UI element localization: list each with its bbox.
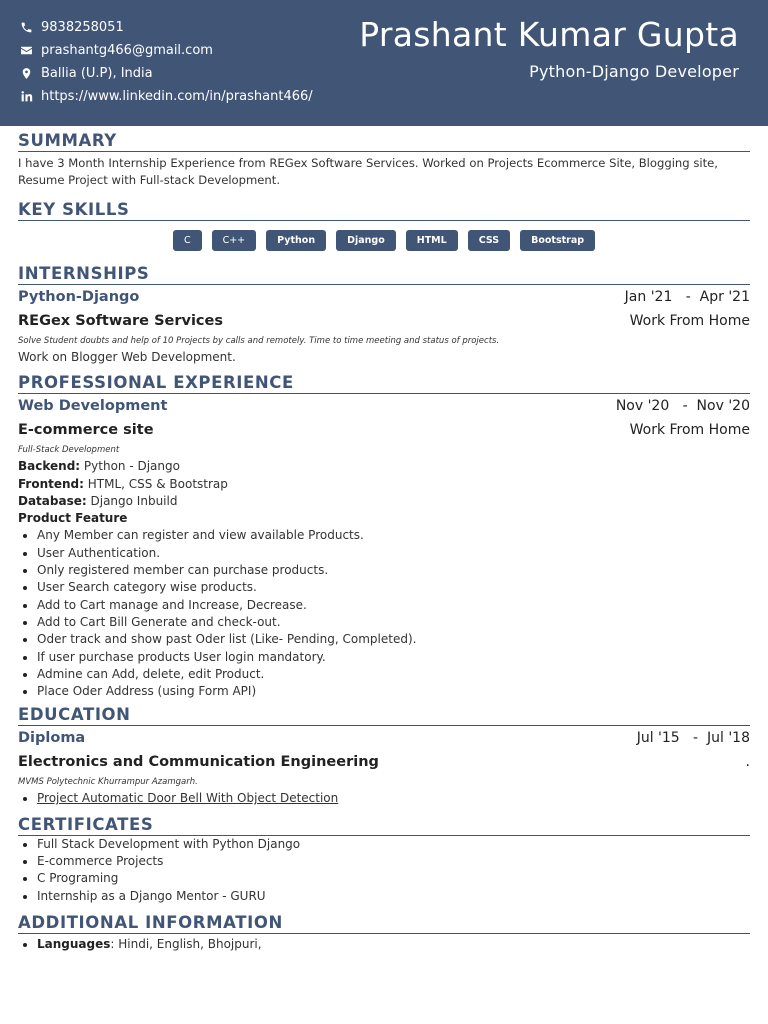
- feature-heading: [18, 510, 750, 527]
- list-item: Internship as a Django Mentor - GURU: [18, 888, 750, 905]
- backend-value: Python - Django: [83, 459, 180, 474]
- contact-email: [18, 39, 313, 62]
- feature-label: Product Feature: [18, 511, 128, 526]
- email-address: prashantg466@gmail.com: [41, 43, 213, 58]
- skill-badge: HTML: [406, 230, 458, 251]
- experience-database: [18, 493, 750, 510]
- contact-list: [18, 16, 313, 108]
- frontend-label: Frontend:: [18, 476, 84, 491]
- additional-list: [18, 936, 750, 953]
- contact-linkedin[interactable]: [18, 85, 313, 108]
- internship-location: Work From Home: [629, 313, 750, 329]
- internship-note: Solve Student doubts and help of 10 Projects by calls and remotely. Time to time meeting and status of projects.: [18, 336, 500, 346]
- education-header-row: [18, 726, 750, 750]
- experience-heading: PROFESSIONAL EXPERIENCE: [18, 372, 750, 394]
- phone-number: 9838258051: [41, 20, 124, 35]
- certificate-list: [18, 836, 750, 905]
- internships-heading: INTERNSHIPS: [18, 263, 750, 285]
- internship-detail: Work on Blogger Web Development.: [18, 350, 236, 364]
- education-field-row: [18, 750, 750, 774]
- experience-location: Work From Home: [629, 422, 750, 439]
- list-item: Only registered member can purchase products.: [18, 562, 750, 579]
- summary-heading: SUMMARY: [18, 130, 750, 152]
- internship-org-row: [18, 309, 750, 333]
- skill-badge: Bootstrap: [520, 230, 595, 251]
- internship-role: Python-Django: [18, 289, 140, 305]
- list-item: E-commerce Projects: [18, 853, 750, 870]
- skill-badge: Python: [266, 230, 326, 251]
- experience-org-row: [18, 418, 750, 442]
- experience-header-row: [18, 394, 750, 418]
- skill-badge: Django: [336, 230, 396, 251]
- list-item: Admine can Add, delete, edit Product.: [18, 666, 750, 683]
- location-icon: [18, 66, 34, 82]
- linkedin-icon: [18, 89, 34, 105]
- list-item: Add to Cart Bill Generate and check-out.: [18, 614, 750, 631]
- list-item: Oder track and show past Oder list (Like- Pending, Completed).: [18, 631, 750, 648]
- experience-date: Nov '20 - Nov '20: [615, 398, 750, 415]
- internship-header-row: [18, 285, 750, 309]
- list-item: Any Member can register and view available Products.: [18, 527, 750, 544]
- resume-body: [18, 130, 750, 953]
- experience-frontend: [18, 476, 750, 493]
- experience-note: Full-Stack Development: [18, 445, 120, 456]
- skill-badge: CSS: [468, 230, 510, 251]
- internship-date: Jan '21 - Apr '21: [624, 289, 750, 305]
- summary-text: I have 3 Month Internship Experience from REGex Software Services. Worked on Projects Ecommerce Site, Blogging site, Resume Project with Full-stack Development.: [18, 156, 718, 187]
- list-item: Full Stack Development with Python Django: [18, 836, 750, 853]
- education-dot: .: [745, 754, 750, 771]
- feature-list: [18, 527, 750, 700]
- skill-badge: C++: [212, 230, 257, 251]
- languages-value: : Hindi, English, Bhojpuri,: [110, 936, 262, 951]
- education-field: Electronics and Communication Engineering: [18, 754, 379, 771]
- internship-org: REGex Software Services: [18, 313, 223, 329]
- database-value: Django Inbuild: [90, 493, 178, 508]
- candidate-role: Python-Django Developer: [529, 62, 739, 81]
- contact-phone: [18, 16, 313, 39]
- skills-heading: KEY SKILLS: [18, 199, 750, 221]
- additional-heading: ADDITIONAL INFORMATION: [18, 912, 750, 934]
- list-item: Place Oder Address (using Form API): [18, 683, 750, 700]
- experience-org: E-commerce site: [18, 422, 154, 439]
- list-item: User Search category wise products.: [18, 579, 750, 596]
- skill-badge: C: [173, 230, 202, 251]
- database-label: Database:: [18, 493, 87, 508]
- skills-list: [18, 230, 750, 251]
- list-item: User Authentication.: [18, 545, 750, 562]
- resume-header: [0, 0, 768, 126]
- experience-role: Web Development: [18, 398, 168, 415]
- contact-location: [18, 62, 313, 85]
- backend-label: Backend:: [18, 459, 81, 474]
- languages-label: Languages: [37, 936, 111, 951]
- education-degree: Diploma: [18, 730, 86, 747]
- candidate-name: Prashant Kumar Gupta: [359, 15, 739, 54]
- location-text: Ballia (U.P), India: [41, 66, 153, 81]
- education-project: Project Automatic Door Bell With Object Detection: [18, 790, 750, 807]
- linkedin-link[interactable]: https://www.linkedin.com/in/prashant466/: [41, 89, 313, 104]
- education-date: Jul '15 - Jul '18: [636, 730, 750, 747]
- list-item: Add to Cart manage and Increase, Decrease.: [18, 597, 750, 614]
- frontend-value: HTML, CSS & Bootstrap: [87, 476, 228, 491]
- phone-icon: [18, 20, 34, 36]
- list-item: If user purchase products User login mandatory.: [18, 649, 750, 666]
- email-icon: [18, 43, 34, 59]
- list-item: C Programing: [18, 870, 750, 887]
- education-project-list: [18, 790, 750, 807]
- certificates-heading: CERTIFICATES: [18, 814, 750, 836]
- education-school: MVMS Polytechnic Khurrampur Azamgarh.: [18, 777, 198, 788]
- languages-item: [18, 936, 750, 953]
- education-heading: EDUCATION: [18, 704, 750, 726]
- experience-backend: [18, 458, 750, 475]
